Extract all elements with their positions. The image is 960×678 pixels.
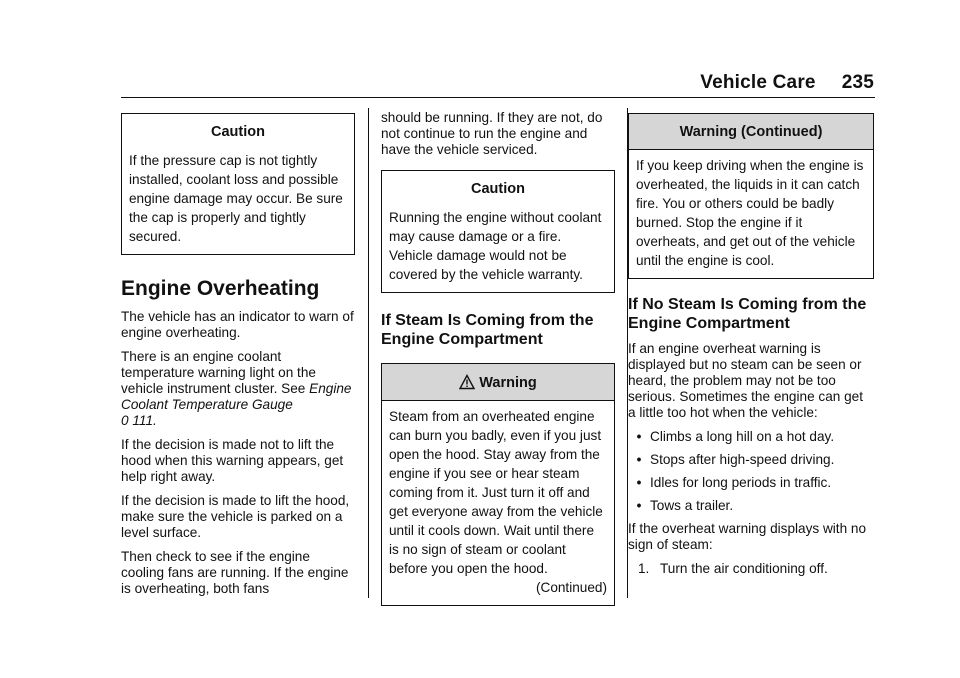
paragraph: If the decision is made not to lift the hood when this warning appears, get help right away. — [121, 437, 344, 484]
page-header — [700, 72, 874, 94]
numbered-step — [638, 561, 874, 577]
paragraph: If the decision is made to lift the hood, make sure the vehicle is parked on a level surface. — [121, 493, 350, 540]
step-number: 1. — [638, 561, 650, 576]
warning-continued-box — [628, 113, 874, 279]
step-text: Turn the air conditioning off. — [660, 561, 828, 576]
section-heading-engine-overheating: Engine Overheating — [121, 277, 320, 300]
list-item: • Idles for long periods in traffic. — [628, 475, 874, 491]
caution-body: If the pressure cap is not tightly installed, coolant loss and possible engine damage may occur. Be sure the cap is properly and tightly secured. — [129, 153, 343, 244]
cross-reference-page[interactable]: 0 111. — [121, 413, 157, 428]
warning-triangle-icon — [459, 374, 475, 390]
paragraph: Then check to see if the engine cooling fans are running. If the engine is overheating, both fans — [121, 549, 349, 596]
list-item: • Climbs a long hill on a hot day. — [628, 429, 874, 445]
caution-title: Caution — [471, 181, 525, 197]
warning-title-bar — [382, 364, 614, 401]
paragraph: The vehicle has an indicator to warn of engine overheating. — [121, 309, 354, 340]
paragraph: should be running. If they are not, do not continue to run the engine and have the vehicle serviced. — [381, 110, 603, 157]
section-heading-no-steam: If No Steam Is Coming from the Engine Compartment — [628, 296, 867, 332]
paragraph: If an engine overheat warning is displayed but no steam can be seen or heard, the problem may not be too serious. Sometimes the engine can get a little too hot when the vehicle: — [628, 341, 864, 420]
column-3 — [628, 110, 874, 577]
column-1 — [121, 110, 355, 605]
caution-body: Running the engine without coolant may cause damage or a fire. Vehicle damage would not be covered by the vehicle warranty. — [389, 210, 602, 282]
paragraph-with-reference: There is an engine coolant temperature warning light on the vehicle instrument cluster. See Engine Coolant Temperature Gauge 0 111. — [121, 349, 352, 428]
caution-box-coolant — [381, 170, 615, 293]
section-title: Vehicle Care — [700, 72, 816, 93]
paragraph: If the overheat warning displays with no sign of steam: — [628, 521, 867, 552]
bullet-icon: • — [636, 452, 642, 467]
list-item: • Tows a trailer. — [628, 498, 874, 514]
warning-continued-title: Warning (Continued) — [629, 114, 873, 150]
cross-reference-link[interactable]: Engine Coolant Temperature Gauge — [121, 381, 352, 412]
warning-box-steam — [381, 363, 615, 606]
warning-continued-body: If you keep driving when the engine is overheated, the liquids in it can catch fire. You or others could be badly burned. Stop the engine if it overheats, and get out of the vehicle until the engine is cool. — [636, 158, 864, 268]
header-rule — [121, 97, 875, 98]
bullet-icon: • — [636, 429, 642, 444]
column-2 — [381, 110, 615, 620]
caution-title: Caution — [211, 124, 265, 140]
bullet-icon: • — [636, 475, 642, 490]
column-divider-1 — [368, 108, 369, 598]
page-number: 235 — [841, 72, 874, 93]
section-heading-steam: If Steam Is Coming from the Engine Compartment — [381, 312, 594, 348]
warning-title: Warning — [479, 375, 537, 391]
warning-body: Steam from an overheated engine can burn you badly, even if you just open the hood. Stay away from the engine if you see or hear steam coming from it. Just turn it off and get everyone away from the vehicle until it cools down. Wait until there is no sign of steam or coolant before you open the hood. (Continued) — [389, 409, 607, 595]
continued-label: (Continued) — [535, 580, 607, 595]
caution-box-pressure-cap — [121, 113, 355, 255]
bullet-icon: • — [636, 498, 642, 513]
list-item: • Stops after high-speed driving. — [628, 452, 874, 468]
